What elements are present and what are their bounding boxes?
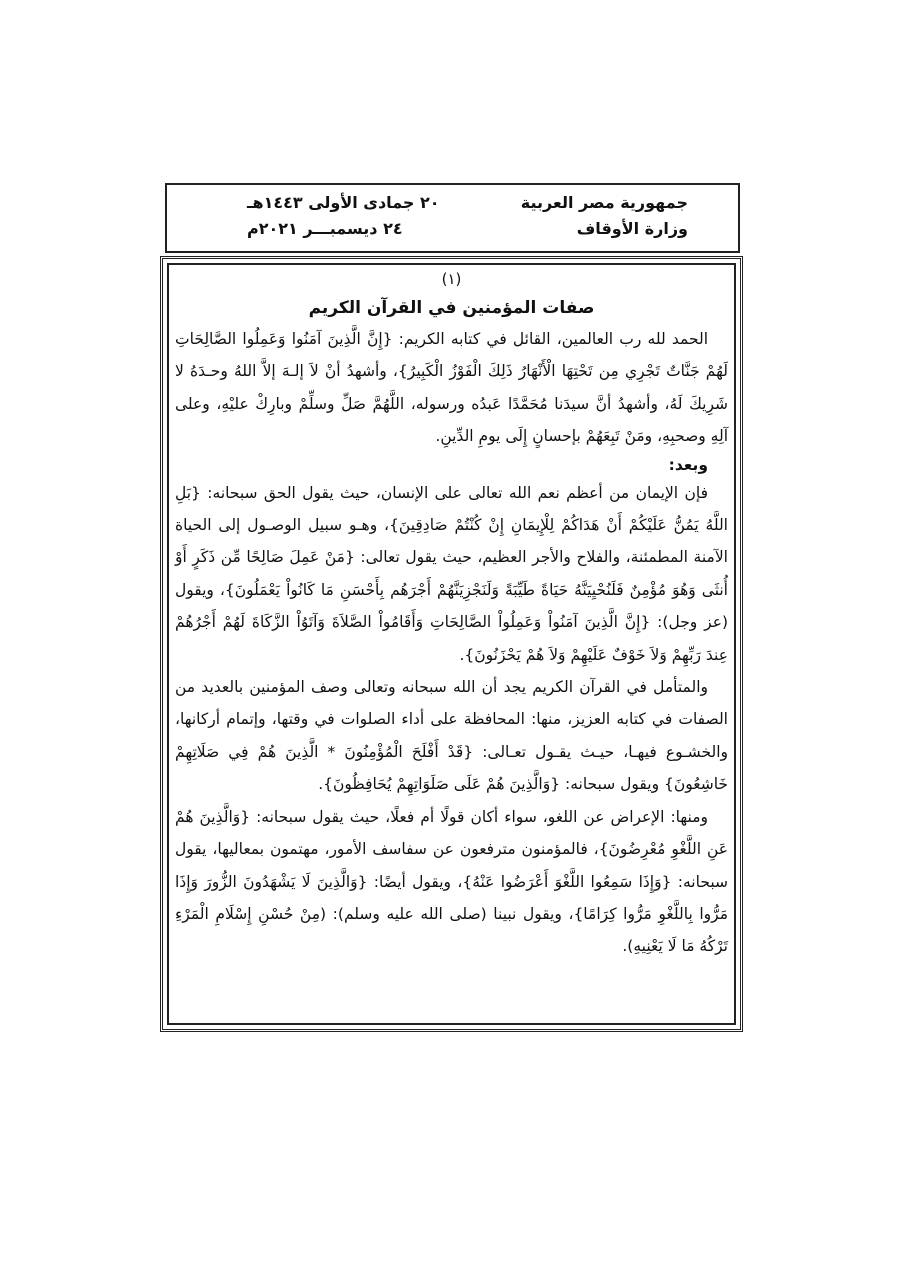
article-content: [175, 265, 728, 963]
intro-paragraph: الحمد لله رب العالمين، القائل في كتابه الكريم: {إِنَّ الَّذِينَ آمَنُوا وَعَمِلُوا الصَّالِحَاتِ لَهُمْ جَنَّاتٌ تَجْرِي مِن تَحْتِهَا الْأَنْهَارُ ذَلِكَ الْفَوْزُ الْكَبِيرُ}، وأشهدُ أنْ لاَ إلـهَ إلاَّ اللهُ وحـدَهُ لا شَرِيكَ لَهُ، وأشهدُ أنَّ سيدَنا مُحَمَّدًا عَبدُه ورسوله، اللَّهُمَّ صَلِّ وسلِّمْ وبارِكْ عليْهِ، وعلى آلِهِ وصحبِهِ، ومَنْ تَبِعَهُمْ بإحسانٍ إِلَى يومِ الدِّينِ.: [175, 330, 728, 446]
body-paragraph: فإن الإيمان من أعظم نعم الله تعالى على الإنسان، حيث يقول الحق سبحانه: {بَلِ اللَّهُ يَمُنُّ عَلَيْكُمْ أَنْ هَدَاكُمْ لِلْإِيمَانِ إِنْ كُنْتُمْ صَادِقِينَ}، وهـو سبيل الوصـول إلى الحياة الآمنة المطمئنة، والفلاح والأجر العظيم، حيث يقول تعالى: {مَنْ عَمِلَ صَالِحًا مِّن ذَكَرٍ أَوْ أُنثَى وَهُوَ مُؤْمِنٌ فَلَنُحْيِيَنَّهُ حَيَاةً طَيِّبَةً وَلَنَجْزِيَنَّهُمْ أَجْرَهُم بِأَحْسَنِ مَا كَانُواْ يَعْمَلُونَ}، ويقول (عز وجل): {إِنَّ الَّذِينَ آمَنُواْ وَعَمِلُواْ الصَّالِحَاتِ وَأَقَامُواْ الصَّلاَةَ وَآتَوُاْ الزَّكَاةَ لَهُمْ أَجْرُهُمْ عِندَ رَبِّهِمْ وَلاَ خَوْفٌ عَلَيْهِمْ وَلاَ هُمْ يَحْزَنُونَ}.: [175, 483, 728, 664]
country-name: جمهورية مصر العربية: [520, 193, 688, 212]
header-box: [165, 183, 740, 253]
body-paragraph: ومنها: الإعراض عن اللغو، سواء أكان قولًا أم فعلًا، حيث يقول سبحانه: {وَالَّذِينَ هُمْ عَنِ اللَّغْوِ مُعْرِضُونَ}، فالمؤمنون مترفعون عن سفاسف الأمور، مهتمون بمعاليها، يقول سبحانه: {وَإِذَا سَمِعُوا اللَّغْوَ أَعْرَضُوا عَنْهُ}، ويقول أيضًا: {وَالَّذِينَ لَا يَشْهَدُونَ الزُّورَ وَإِذَا مَرُّوا بِاللَّغْوِ مَرُّوا كِرَامًا}، ويقول نبينا (صلى الله عليه وسلم): (مِنْ حُسْنِ إِسْلَامِ الْمَرْءِ تَرْكُهُ مَا لَا يَعْنِيهِ).: [175, 807, 728, 956]
ministry-name: وزارة الأوقاف: [576, 219, 688, 238]
wabad-heading: وبعد:: [668, 455, 708, 474]
article-number: (١): [441, 270, 462, 288]
gregorian-date: ٢٤ ديسمبـــر ٢٠٢١م: [247, 219, 403, 238]
article-box: [160, 256, 743, 1032]
hijri-date: ٢٠ جمادى الأولى ١٤٤٣هـ: [247, 193, 440, 212]
body-paragraph: والمتأمل في القرآن الكريم يجد أن الله سبحانه وتعالى وصف المؤمنين بالعديد من الصفات في كتابه العزيز، منها: المحافظة على أداء الصلوات في وقتها، وإتمام أركانها، والخشـوع فيهـا، حيـث يقـول تعـالى: {قَدْ أَفْلَحَ الْمُؤْمِنُونَ * الَّذِينَ هُمْ فِي صَلَاتِهِمْ خَاشِعُونَ} ويقول سبحانه: {وَالَّذِينَ هُمْ عَلَى صَلَوَاتِهِمْ يُحَافِظُونَ}.: [175, 678, 728, 794]
article-title: صفات المؤمنين في القرآن الكريم: [308, 298, 595, 318]
